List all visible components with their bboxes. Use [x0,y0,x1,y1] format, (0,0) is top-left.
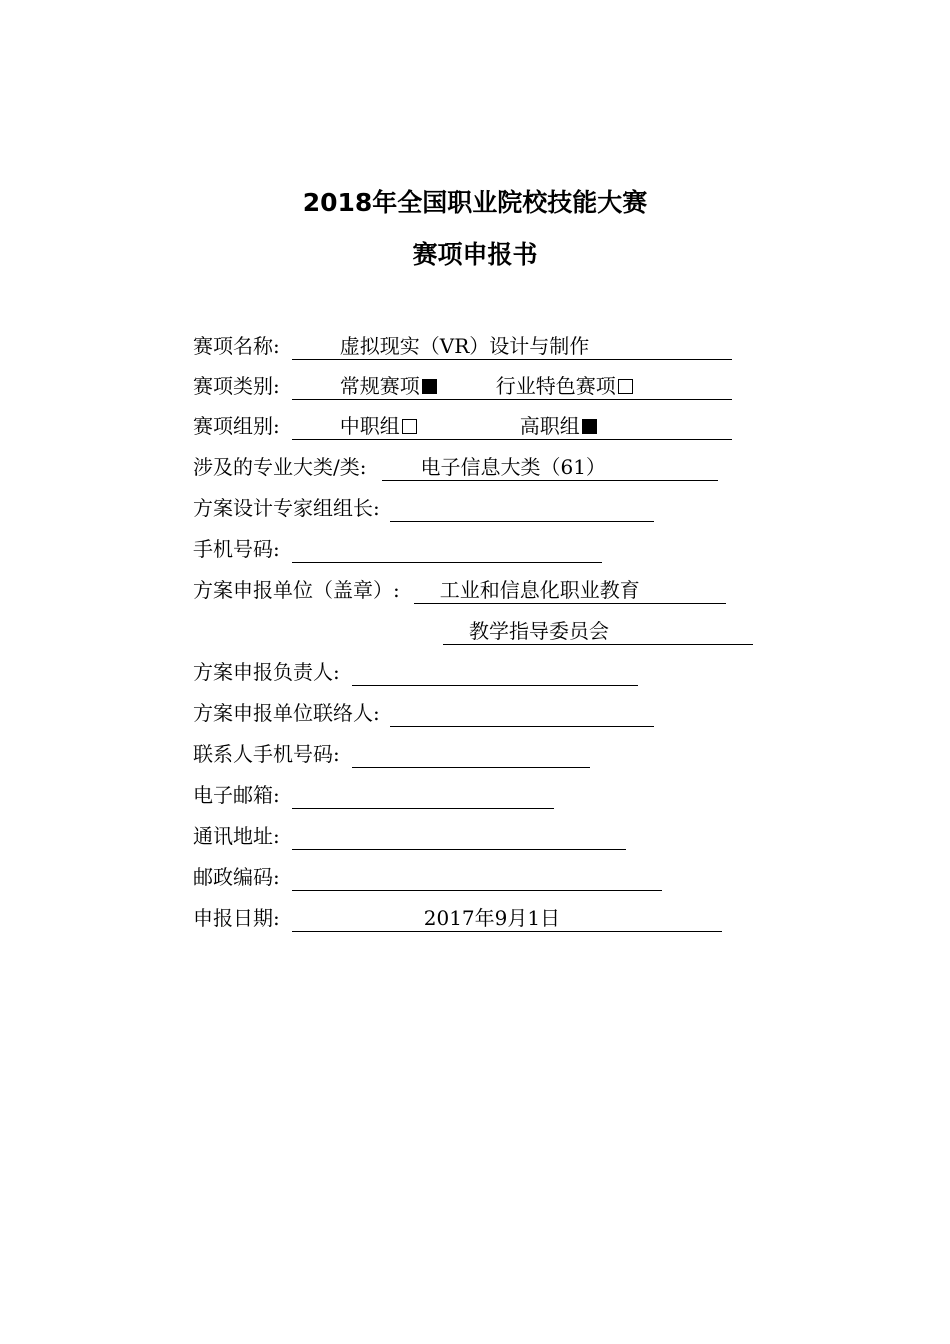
applicant-unit-value-line2: 教学指导委员会 [469,619,609,643]
option-industry[interactable]: 行业特色赛项 [496,373,633,399]
address-label: 通讯地址: [193,824,280,848]
document-title: 2018年全国职业院校技能大赛 [302,188,648,217]
option-secondary[interactable]: 中职组 [340,413,417,439]
event-category-row [193,370,732,400]
unit-contact-row [193,697,654,727]
applicant-unit-value-line1: 工业和信息化职业教育 [439,578,640,602]
checkbox-checked-icon[interactable] [422,379,437,394]
contact-mobile-label: 联系人手机号码: [193,742,340,766]
event-category-label: 赛项类别: [193,374,280,398]
unit-contact-field[interactable] [390,700,654,727]
applicant-unit-field[interactable] [414,577,726,604]
checkbox-checked-icon[interactable] [582,419,597,434]
major-category-value: 电子信息大类（61） [420,455,606,479]
event-category-field [292,373,732,400]
expert-leader-row [193,492,654,522]
person-in-charge-row [193,656,638,686]
applicant-unit-row [193,574,726,604]
expert-leader-label: 方案设计专家组组长: [193,496,380,520]
address-row [193,820,626,850]
unit-contact-label: 方案申报单位联络人: [193,701,380,725]
person-in-charge-field[interactable] [352,659,638,686]
applicant-unit-field-2[interactable] [443,618,753,645]
event-name-value: 虚拟现实（VR）设计与制作 [339,334,590,358]
apply-date-field[interactable] [292,905,722,932]
option-higher[interactable]: 高职组 [520,413,597,439]
apply-date-row [193,902,722,932]
document-subtitle: 赛项申报书 [412,240,538,269]
event-name-label: 赛项名称: [193,334,280,358]
major-category-field[interactable] [382,454,718,481]
event-name-row [193,330,732,360]
checkbox-unchecked-icon[interactable] [618,379,633,394]
contact-mobile-field[interactable] [352,741,590,768]
email-field[interactable] [292,782,554,809]
postcode-row [193,861,662,891]
applicant-unit-label: 方案申报单位（盖章）: [193,578,400,602]
checkbox-unchecked-icon[interactable] [402,419,417,434]
apply-date-label: 申报日期: [193,906,280,930]
postcode-field[interactable] [292,864,662,891]
person-in-charge-label: 方案申报负责人: [193,660,340,684]
address-field[interactable] [292,823,626,850]
option-regular[interactable]: 常规赛项 [340,373,437,399]
email-row [193,779,554,809]
mobile-field[interactable] [292,536,602,563]
major-category-row [193,451,718,481]
mobile-row [193,533,602,563]
contact-mobile-row [193,738,590,768]
postcode-label: 邮政编码: [193,865,280,889]
major-category-label: 涉及的专业大类/类: [193,455,367,479]
expert-leader-field[interactable] [390,495,654,522]
event-group-field [292,413,732,440]
mobile-label: 手机号码: [193,537,280,561]
applicant-unit-row-2 [443,615,753,645]
email-label: 电子邮箱: [193,783,280,807]
apply-date-value: 2017年9月1日 [423,906,561,930]
event-group-row [193,410,732,440]
event-name-field[interactable] [292,333,732,360]
event-group-label: 赛项组别: [193,414,280,438]
